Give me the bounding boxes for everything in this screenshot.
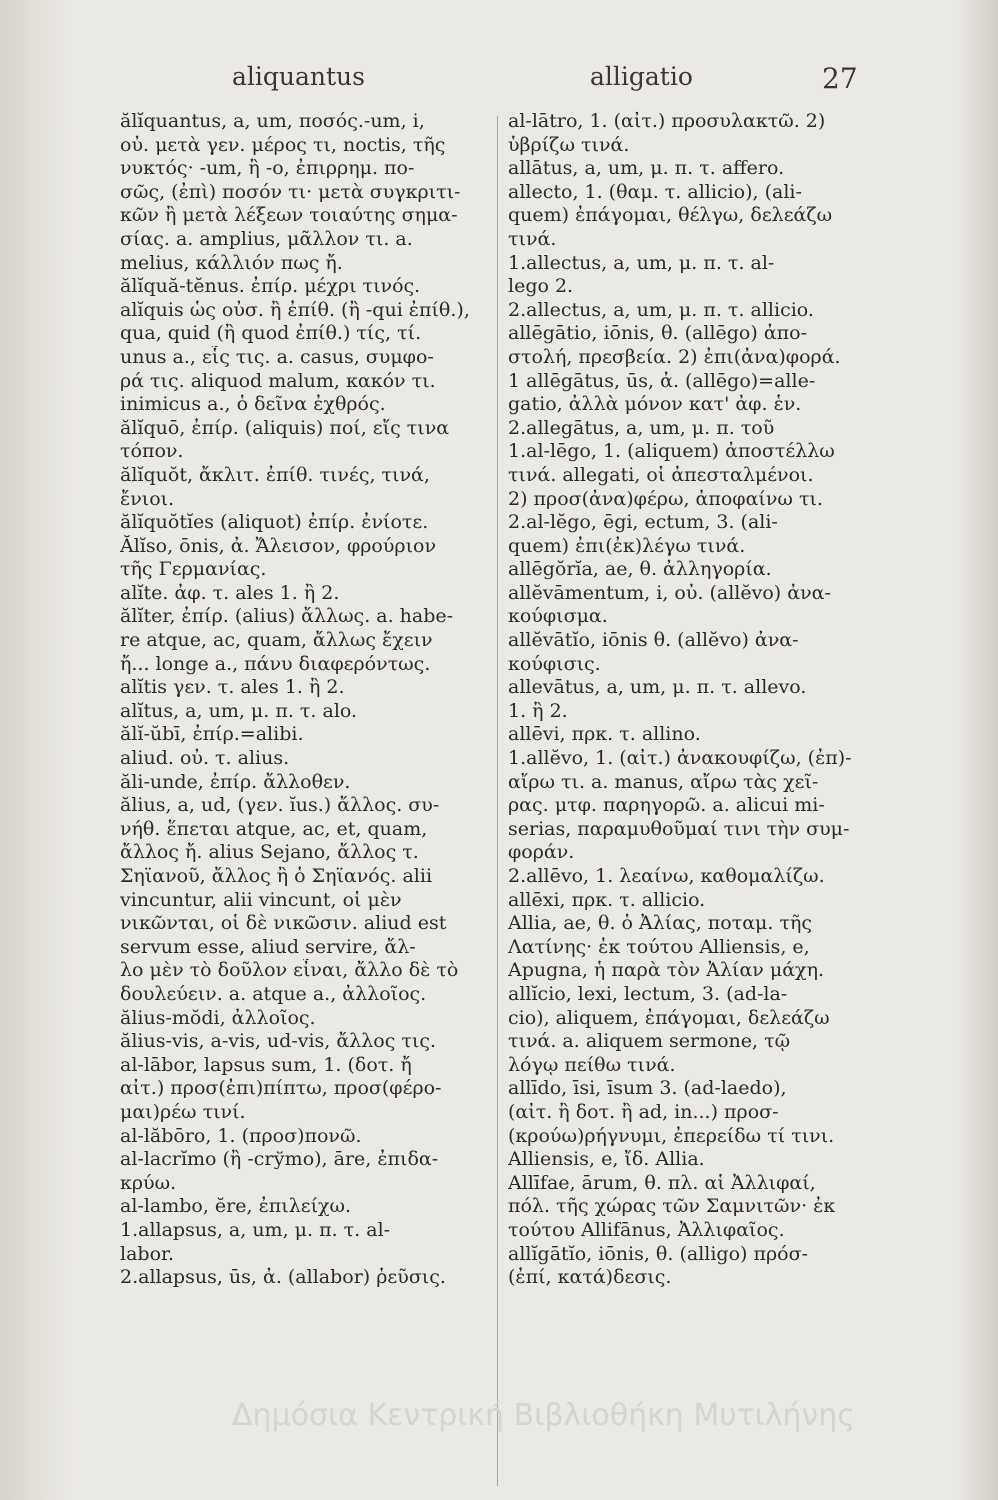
page-header [0,62,998,102]
left-column [120,110,494,1290]
entry-line: qua, quid (ἢ quod ἐπίθ.) τίς, τί. [120,322,422,345]
library-watermark: Δημόσια Κεντρική Βιβλιοθήκη Μυτιλήνης [232,1398,855,1433]
entry-line: 2.allegātus, a, um, μ. π. τοῦ [508,416,775,439]
entry-line: 2.al-lĕgo, ēgi, ectum, 3. (ali- [508,511,778,534]
entry-line: φοράν. [508,841,575,864]
entry-line: alĭtus, a, um, μ. π. τ. alo. [120,699,358,722]
entry-line: 2.allectus, a, um, μ. π. τ. allicio. [508,298,814,321]
entry-line: Allīfae, ārum, θ. πλ. αἱ Ἀλλιφαί, [508,1171,816,1194]
entry-line: ălĭquantus, a, um, ποσός.-um, i, [120,110,425,132]
entry-line: 1.al-lēgo, 1. (aliquem) ἀποστέλλω [508,440,835,463]
entry-line: 1.allapsus, a, um, μ. π. τ. al- [120,1218,391,1241]
entry-line: νυκτός· -um, ἢ -o, ἐπιρρημ. πο- [120,157,415,180]
entry-line: ălĭquŏt, ἄκλιτ. ἐπίθ. τινές, τινά, [120,463,430,486]
entry-line: alĭquis ὡς οὐσ. ἢ ἐπίθ. (ἢ -qui ἐπίθ.), [120,298,470,321]
entry-line: allevātus, a, um, μ. π. τ. allevo. [508,676,807,699]
entry-line: ἄλλος ἤ. alius Sejano, ἄλλος τ. [120,841,419,864]
entry-line: allĭgātĭo, iōnis, θ. (alligo) πρόσ- [508,1242,808,1265]
entry-line: allēvi, πρκ. τ. allino. [508,723,701,746]
entry-line: inimicus a., ὁ δεῖνα ἐχθρός. [120,393,386,416]
entry-line: allātus, a, um, μ. π. τ. affero. [508,157,785,180]
entry-line: lego 2. [508,275,574,298]
entry-line: (κρούω)ρήγνυμι, ἐπερείδω τί τινι. [508,1124,835,1147]
entry-line: στολή, πρεσβεία. 2) ἐπι(ἀνα)φορά. [508,345,841,368]
entry-line: allecto, 1. (θαμ. τ. allicio), (ali- [508,180,802,203]
entry-line: al-lambo, ĕre, ἐπιλείχω. [120,1195,352,1218]
entry-line: allēgŏrĭa, ae, θ. ἀλληγορία. [508,558,772,581]
entry-line: (αἰτ. ἢ δοτ. ἢ ad, in...) προσ- [508,1100,779,1123]
entry-line: allĕvātĭo, iōnis θ. (allĕvo) ἀνα- [508,629,799,652]
entry-line: (ἐπί, κατά)δεσις. [508,1266,672,1289]
entry-line: allīdo, īsi, īsum 3. (ad-laedo), [508,1077,787,1100]
entry-line: ἤ... longe a., πάνυ διαφερόντως. [120,652,431,675]
entry-line: ρά τις. aliquod malum, κακόν τι. [120,369,436,392]
page-number: 27 [822,62,858,95]
entry-line: vincuntur, alii vincunt, οἱ μὲν [120,888,402,911]
entry-line: alĭtis γεν. τ. ales 1. ἢ 2. [120,676,345,699]
entry-line: αἰτ.) προσ(ἐπι)πίπτω, προσ(φέρο- [120,1077,442,1100]
right-guide-word: alligatio [590,62,693,91]
entry-line: λο μὲν τὸ δοῦλον εἶναι, ἄλλο δὲ τὸ [120,959,459,982]
entry-line: νήθ. ἕπεται atque, ac, et, quam, [120,817,428,840]
entry-line: ălius-vis, a-vis, ud-vis, ἄλλος τις. [120,1030,437,1053]
entry-line: πόλ. τῆς χώρας τῶν Σαμνιτῶν· ἐκ [508,1195,836,1218]
entry-line: cio), aliquem, ἐπάγομαι, δελεάζω [508,1006,830,1029]
entry-line: allĭcio, lexi, lectum, 3. (ad-la- [508,982,788,1005]
entry-line: 1 allēgātus, ūs, ἀ. (allēgo)=alle- [508,369,816,392]
entry-line: τῆς Γερμανίας. [120,558,267,581]
entry-line: allĕvāmentum, i, οὐ. (allĕvo) ἀνα- [508,581,831,604]
entry-line: νικῶνται, οἱ δὲ νικῶσιν. aliud est [120,912,447,935]
right-column [508,110,858,1290]
entry-line: σίας. a. amplius, μᾶλλον τι. a. [120,227,413,250]
entry-line: al-lātro, 1. (αἰτ.) προσυλακτῶ. 2) [508,110,826,132]
entry-line: λόγῳ πείθω τινά. [508,1053,676,1076]
entry-line: κῶν ἢ μετὰ λέξεων τοιαύτης σημα- [120,204,458,227]
entry-line: τινά. [508,227,557,250]
entry-line: al-lăbōro, 1. (προσ)πονῶ. [120,1124,362,1147]
entry-line: αἴρω τι. a. manus, αἴρω τὰς χεῖ- [508,770,819,793]
entry-line: 1. ἢ 2. [508,699,568,722]
entry-line: 2) προσ(ἀνα)φέρω, ἀποφαίνω τι. [508,487,823,510]
entry-line: melius, κάλλιόν πως ἤ. [120,251,343,274]
entry-line: 1.allectus, a, um, μ. π. τ. al- [508,251,775,274]
entry-line: alĭte. ἀφ. τ. ales 1. ἢ 2. [120,581,340,604]
entry-line: τινά. allegati, οἱ ἀπεσταλμένοι. [508,463,814,486]
entry-line: μαι)ρέω τινί. [120,1100,246,1123]
entry-line: quem) ἐπάγομαι, θέλγω, δελεάζω [508,204,833,227]
entry-line: ălius, a, ud, (γεν. ĭus.) ἄλλος. συ- [120,794,440,817]
entry-line: κούφισμα. [508,605,608,628]
entry-line: ăli-unde, ἐπίρ. ἄλλοθεν. [120,770,351,793]
entry-line: aliud. οὐ. τ. alius. [120,747,290,770]
entry-line: κρύω. [120,1171,177,1194]
entry-line: ălĭquō, ἐπίρ. (aliquis) ποί, εἴς τινα [120,416,450,439]
entry-line: κούφισις. [508,652,601,675]
entry-line: labor. [120,1242,175,1265]
entry-line: Alliensis, e, ἴδ. Allia. [508,1148,705,1171]
entry-line: al-lābor, lapsus sum, 1. (δοτ. ἤ [120,1053,412,1076]
entry-line: ălĭquă-tĕnus. ἐπίρ. μέχρι τινός. [120,275,421,298]
entry-line: σῶς, (ἐπὶ) ποσόν τι· μετὰ συγκριτι- [120,180,461,203]
entry-line: Ălĭso, ōnis, ἀ. Ἄλεισον, φρούριον [120,534,437,557]
entry-line: ἔνιοι. [120,487,175,510]
entry-line: allēgātio, iōnis, θ. (allēgo) ἀπο- [508,322,807,345]
entry-line: τινά. a. aliquem sermone, τῷ [508,1030,791,1053]
entry-line: ălĭter, ἐπίρ. (alius) ἄλλως. a. habe- [120,605,454,628]
entry-line: servum esse, aliud servire, ἄλ- [120,935,416,958]
entry-line: τόπον. [120,440,184,463]
entry-line: ὑβρίζω τινά. [508,133,630,156]
entry-line: serias, παραμυθοῦμαί τινι τὴν συμ- [508,817,850,840]
entry-line: gatio, ἀλλὰ μόνον κατ' ἀφ. ἑν. [508,393,802,416]
entry-line: Apugna, ἡ παρὰ τὸν Ἀλίαν μάχη. [508,959,824,982]
entry-line: 2.allapsus, ūs, ἀ. (allabor) ῥεῦσις. [120,1266,446,1289]
entry-line: Λατίνης· ἐκ τούτου Alliensis, e, [508,935,810,958]
entry-line: ρας. μτφ. παρηγορῶ. a. alicui mi- [508,794,825,817]
entry-line: unus a., εἷς τις. a. casus, συμφο- [120,345,434,368]
entry-line: 1.allĕvo, 1. (αἰτ.) ἀνακουφίζω, (ἐπ)- [508,747,852,770]
entry-line: ălĭquŏtĭes (aliquot) ἐπίρ. ἐνίοτε. [120,511,429,534]
entry-line: allēxi, πρκ. τ. allicio. [508,888,706,911]
column-divider [497,116,498,1486]
entry-line: Allia, ae, θ. ὁ Ἀλίας, ποταμ. τῆς [508,912,812,935]
entry-line: al-lacrĭmo (ἢ -crўmo), āre, ἐπιδα- [120,1148,439,1171]
entry-line: δουλεύειν. a. atque a., ἀλλοῖος. [120,982,427,1005]
entry-line: τούτου Allifānus, Ἀλλιφαῖος. [508,1218,785,1241]
entry-line: ălĭ-ŭbī, ἐπίρ.=alibi. [120,723,304,746]
entry-line: re atque, ac, quam, ἄλλως ἔχειν [120,629,433,652]
left-guide-word: aliquantus [232,62,365,91]
entry-line: 2.allēvo, 1. λεαίνω, καθομαλίζω. [508,865,825,887]
entry-line: οὐ. μετὰ γεν. μέρος τι, noctis, τῆς [120,133,446,156]
entry-line: Σηϊανοῦ, ἄλλος ἢ ὁ Σηϊανός. alii [120,865,433,887]
entry-line: quem) ἐπι(ἐκ)λέγω τινά. [508,534,746,557]
entry-line: ălius-mŏdi, ἀλλοῖος. [120,1006,316,1029]
